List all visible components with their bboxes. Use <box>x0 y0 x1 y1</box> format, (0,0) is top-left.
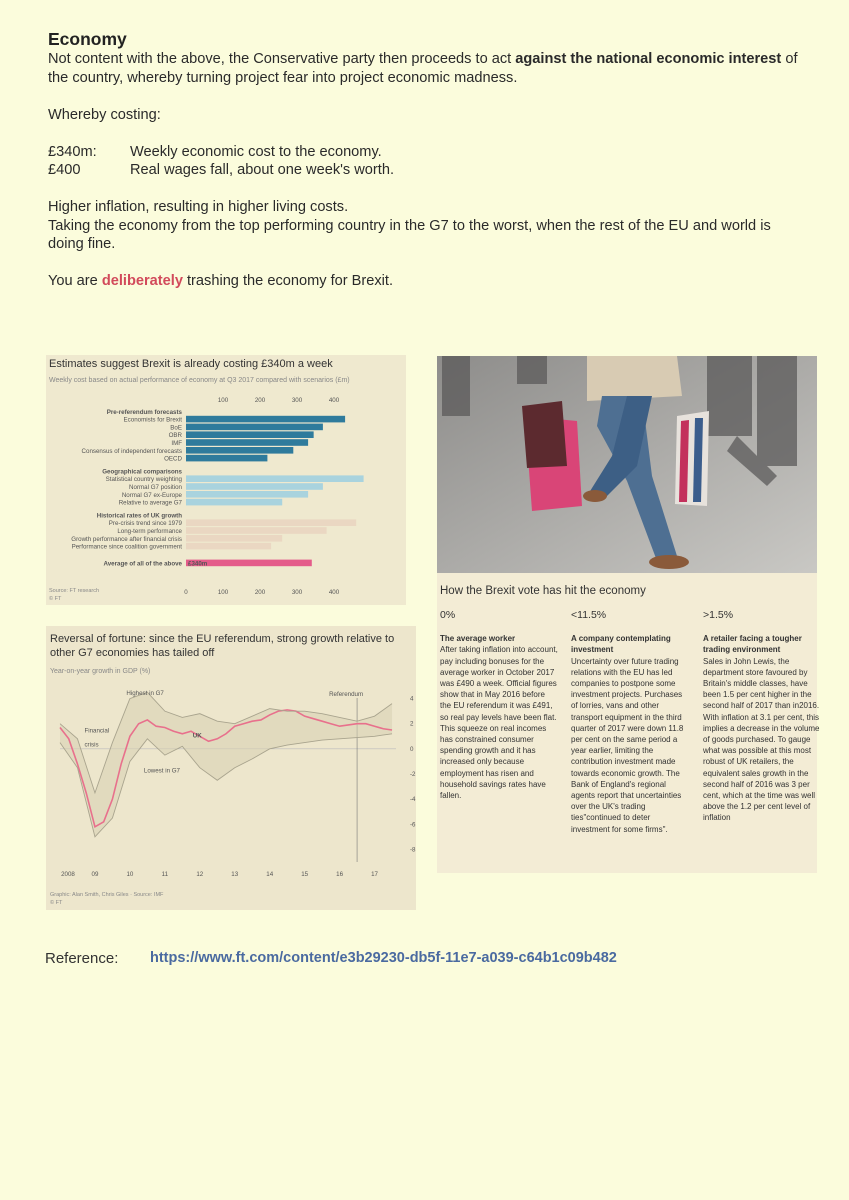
column-percent: 0% <box>440 609 456 621</box>
article-column <box>571 610 689 835</box>
bar-category-label: Normal G7 position <box>129 484 182 491</box>
bar-group-heading: Pre-referendum forecasts <box>106 409 182 416</box>
section-heading: Economy <box>48 29 127 49</box>
x-tick-label: 16 <box>336 871 344 878</box>
y-tick-label: -4 <box>410 796 416 804</box>
x-tick-label: 14 <box>266 871 274 878</box>
g7-range-band <box>60 689 392 837</box>
column-body: Sales in John Lewis, the department store favoured by Britain's middle classes, have been 1.5 per cent higher in the second half of 2017 than in2016. With inflation at 3.1 per cent, this implies a decrease in the volume of goods purchased. To gauge what was possible at this most robust of UK retailers, the equivalent sales growth in the second half of 2016 was 3 per cent, which at the time was well above the 1.2 per cent level of inflation <box>703 656 820 823</box>
inflation-line: Higher inflation, resulting in higher living costs. <box>48 199 349 215</box>
annotation-referendum: Referendum <box>329 691 364 698</box>
bar <box>186 491 308 498</box>
y-tick-label: 2 <box>410 720 414 728</box>
annotation-crisis: crisis <box>84 741 99 749</box>
y-tick-label: -6 <box>410 821 416 829</box>
x-tick-label: 11 <box>161 871 169 878</box>
emphasis-national-interest: against the national economic interest <box>515 51 782 67</box>
bar-category-label: Growth performance after financial crisis <box>71 535 182 543</box>
chart-title: Estimates suggest Brexit is already costing £340m a week <box>49 358 333 370</box>
cost-amount: £340m: <box>48 143 97 160</box>
cost-description: Weekly economic cost to the economy. <box>130 143 382 160</box>
chart-copyright: © FT <box>50 900 63 906</box>
line-chart-svg <box>46 626 416 910</box>
x-tick-label-bottom: 100 <box>217 589 229 596</box>
column-heading: A company contemplating investment <box>571 634 671 655</box>
column-body: After taking inflation into account, pay including bonuses for the average worker in October 2017 was £490 a week. Official figures show that in May 2016 before the EU referendum it was £491, so real pay levels have been flat. This squeeze on real incomes has constrained consumer spending growth and it has increased only because employment has risen and household savings rates have fallen. <box>440 645 558 801</box>
brexit-cost-chart-panel <box>46 355 406 605</box>
bar <box>186 455 267 462</box>
bar-category-label: Average of all of the above <box>103 560 182 568</box>
bar <box>186 447 293 454</box>
intro-paragraph: Not content with the above, the Conservative party then proceeds to act against the national economic interest of the country, whereby turning project fear into project economic madness. <box>48 51 798 86</box>
chart-subtitle: Year-on-year growth in GDP (%) <box>50 668 151 675</box>
cost-description: Real wages fall, about one week's worth. <box>130 162 394 178</box>
bar-category-label: OBR <box>168 432 182 440</box>
bar <box>186 543 271 550</box>
bar-category-label: Performance since coalition government <box>71 543 182 551</box>
x-tick-label: 13 <box>231 871 239 878</box>
closing-line: You are deliberately trashing the economy for Brexit. <box>48 273 394 289</box>
column-percent: <11.5% <box>571 609 607 621</box>
emphasis-deliberately: deliberately <box>101 273 183 289</box>
chart-title: Reversal of fortune: since the EU referendum, strong growth relative to other G7 economies has tailed off <box>50 633 395 659</box>
x-tick-label-top: 100 <box>217 397 229 404</box>
x-tick-label-bottom: 300 <box>291 589 303 596</box>
bar <box>186 431 314 438</box>
bar <box>186 424 323 431</box>
bar-category-label: Economists for Brexit <box>123 416 182 424</box>
x-tick-label: 2008 <box>61 871 75 878</box>
article-column <box>703 610 821 824</box>
x-tick-label: 09 <box>91 871 99 878</box>
cost-amount: £400 <box>48 162 81 178</box>
bar-category-label: Statistical country weighting <box>105 476 182 484</box>
reference-label: Reference: <box>45 950 119 967</box>
bar-group-heading: Historical rates of UK growth <box>96 512 182 520</box>
column-body: Uncertainty over future trading relations with the EU has led companies to postpone some investment projects. Purchases of lorries, vans and other transport equipment in the third quarter of 2017 were down 11.8 per cent on the same period a year earlier, limiting the contribution investment made towards economic growth. The Bank of England's regional agents report that uncertainties over the UK's trading ties"continued to deter investment for some firms". <box>571 656 684 834</box>
bar-group-heading: Geographical comparisons <box>102 468 182 476</box>
bar <box>186 519 356 526</box>
bar-category-label: Relative to average G7 <box>118 499 182 507</box>
bar <box>186 416 345 423</box>
bar <box>186 483 323 490</box>
bar-chart-svg <box>46 355 406 605</box>
y-tick-label: -2 <box>410 771 416 778</box>
bar-category-label: OECD <box>164 455 182 463</box>
column-heading: A retailer facing a tougher trading environment <box>703 634 802 655</box>
annotation-financial: Financial <box>84 727 110 735</box>
annotation-lowest: Lowest in G7 <box>143 767 181 775</box>
x-tick-label-bottom: 400 <box>328 589 340 596</box>
x-tick-label-top: 300 <box>291 397 303 404</box>
bar <box>186 439 308 446</box>
bar-category-label: IMF <box>171 440 182 447</box>
chart-source: Graphic: Alan Smith, Chris Giles · Source: IMF <box>50 892 164 898</box>
x-tick-label: 15 <box>301 871 309 878</box>
column-percent: >1.5% <box>703 609 734 621</box>
column-heading: The average worker <box>440 634 516 644</box>
y-tick-label: 0 <box>410 745 414 753</box>
x-tick-label-top: 200 <box>254 397 266 404</box>
article-column <box>440 610 558 801</box>
y-tick-label: 4 <box>410 695 414 703</box>
bar-category-label: Consensus of independent forecasts <box>81 447 182 455</box>
document-body <box>48 28 808 291</box>
cost-item <box>48 143 808 162</box>
bar <box>186 499 282 506</box>
g7-line: Taking the economy from the top performing country in the G7 to the worst, when the rest of the EU and world is doing fine. <box>48 217 771 252</box>
bar-category-label: Pre-crisis trend since 1979 <box>108 520 182 528</box>
chart-source: Source: FT research <box>49 588 100 594</box>
y-tick-label: -8 <box>410 846 416 854</box>
bar-data-label: £340m <box>188 560 208 568</box>
article-title: How the Brexit vote has hit the economy <box>440 585 646 597</box>
x-tick-label: 17 <box>371 871 378 878</box>
cost-item <box>48 161 808 180</box>
shoppers-photo <box>437 356 817 573</box>
bar <box>186 475 364 482</box>
annotation-uk: UK <box>192 732 202 740</box>
x-tick-label-bottom: 200 <box>254 589 266 596</box>
bar-category-label: Normal G7 ex-Europe <box>121 491 182 499</box>
bar-category-label: Long-term performance <box>117 528 182 535</box>
bar-category-label: BoE <box>170 424 182 432</box>
annotation-highest: Highest in G7 <box>126 689 164 697</box>
bar <box>186 535 282 542</box>
article-panel <box>437 573 820 873</box>
gdp-growth-chart-panel <box>46 626 416 910</box>
x-tick-label: 12 <box>196 871 204 878</box>
x-tick-label-top: 400 <box>328 397 340 404</box>
chart-subtitle: Weekly cost based on actual performance of economy at Q3 2017 compared with scenarios (£m) <box>49 377 350 384</box>
chart-copyright: © FT <box>49 596 62 602</box>
bar <box>186 527 327 534</box>
x-tick-label: 10 <box>126 871 134 878</box>
reference-link[interactable]: https://www.ft.com/content/e3b29230-db5f-11e7-a039-c64b1c09b482 <box>150 950 617 966</box>
whereby-label: Whereby costing: <box>48 106 161 123</box>
x-tick-label-bottom: 0 <box>184 589 188 596</box>
shoppers-illustration <box>437 356 817 573</box>
